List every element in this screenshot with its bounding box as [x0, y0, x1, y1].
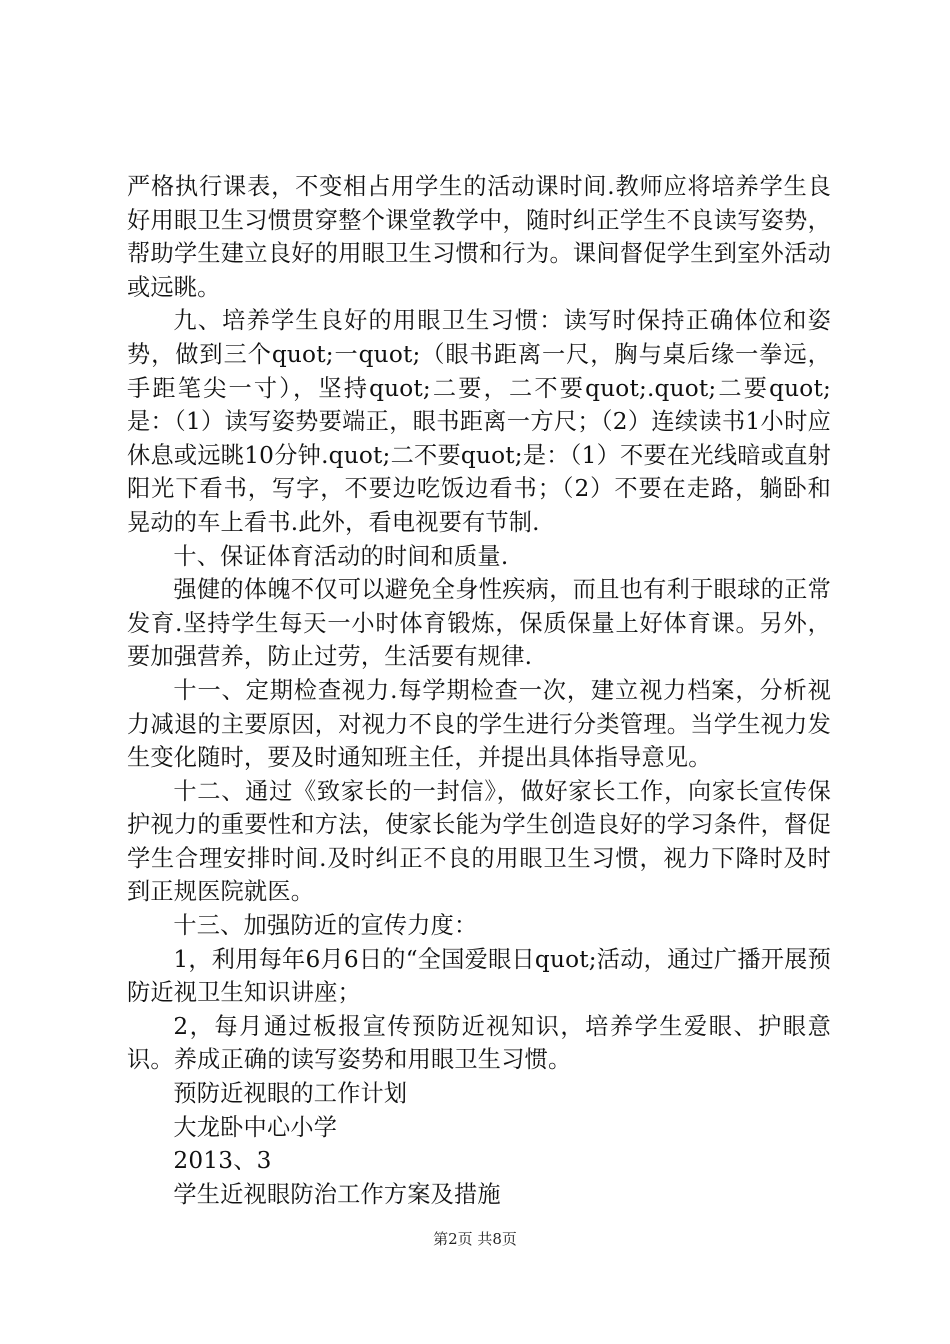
- document-body: [127, 170, 831, 1211]
- paragraph-item-9: 九、培养学生良好的用眼卫生习惯：读写时保持正确体位和姿势，做到三个quot;一quot;（眼书距离一尺，胸与桌后缘一拳远，手距笔尖一寸），坚持quot;二要，二不要quot;.quot;二要quot;是：（1）读写姿势要端正，眼书距离一方尺；（2）连续读书1小时应休息或远眺10分钟.quot;二不要quot;是：（1）不要在光线暗或直射阳光下看书，写字，不要边吃饭边看书；（2）不要在走路，躺卧和晃动的车上看书.此外，看电视要有节制.: [127, 307, 831, 536]
- paragraph-item-10: 十、保证体育活动的时间和质量.: [173, 542, 509, 570]
- paragraph-item-12: 十二、通过《致家长的一封信》，做好家长工作，向家长宣传保护视力的重要性和方法，使家长能为学生创造良好的学习条件，督促学生合理安排时间.及时纠正不良的用眼卫生习惯，视力下降时及时到正规医院就医。: [127, 777, 831, 906]
- paragraph-continuation: 严格执行课表，不变相占用学生的活动课时间.教师应将培养学生良好用眼卫生习惯贯穿整个课堂教学中，随时纠正学生不良读写姿势，帮助学生建立良好的用眼卫生习惯和行为。课间督促学生到室外活动或远眺。: [127, 173, 831, 301]
- paragraph-item-13-2: 2，每月通过板报宣传预防近视知识，培养学生爱眼、护眼意识。养成正确的读写姿势和用眼卫生习惯。: [127, 1012, 831, 1074]
- paragraph-item-13: 十三、加强防近的宣传力度：: [173, 912, 478, 940]
- paragraph-item-13-1: 1，利用每年6月6日的“全国爱眼日quot;活动，通过广播开展预防近视卫生知识讲座；: [127, 945, 831, 1007]
- plan-title: 预防近视眼的工作计划: [173, 1080, 408, 1108]
- page-number-footer: 第2页 共8页: [433, 1230, 517, 1248]
- school-name: 大龙卧中心小学: [173, 1113, 338, 1141]
- paragraph-item-11: 十一、定期检查视力.每学期检查一次，建立视力档案，分析视力减退的主要原因，对视力不良的学生进行分类管理。当学生视力发生变化随时，要及时通知班主任，并提出具体指导意见。: [127, 676, 831, 772]
- document-date: 2013、3: [173, 1147, 272, 1175]
- paragraph-item-10-detail: 强健的体魄不仅可以避免全身性疾病，而且也有利于眼球的正常发育.坚持学生每天一小时体育锻炼，保质保量上好体育课。另外，要加强营养，防止过劳，生活要有规律.: [127, 576, 831, 671]
- next-section-title: 学生近视眼防治工作方案及措施: [173, 1180, 501, 1208]
